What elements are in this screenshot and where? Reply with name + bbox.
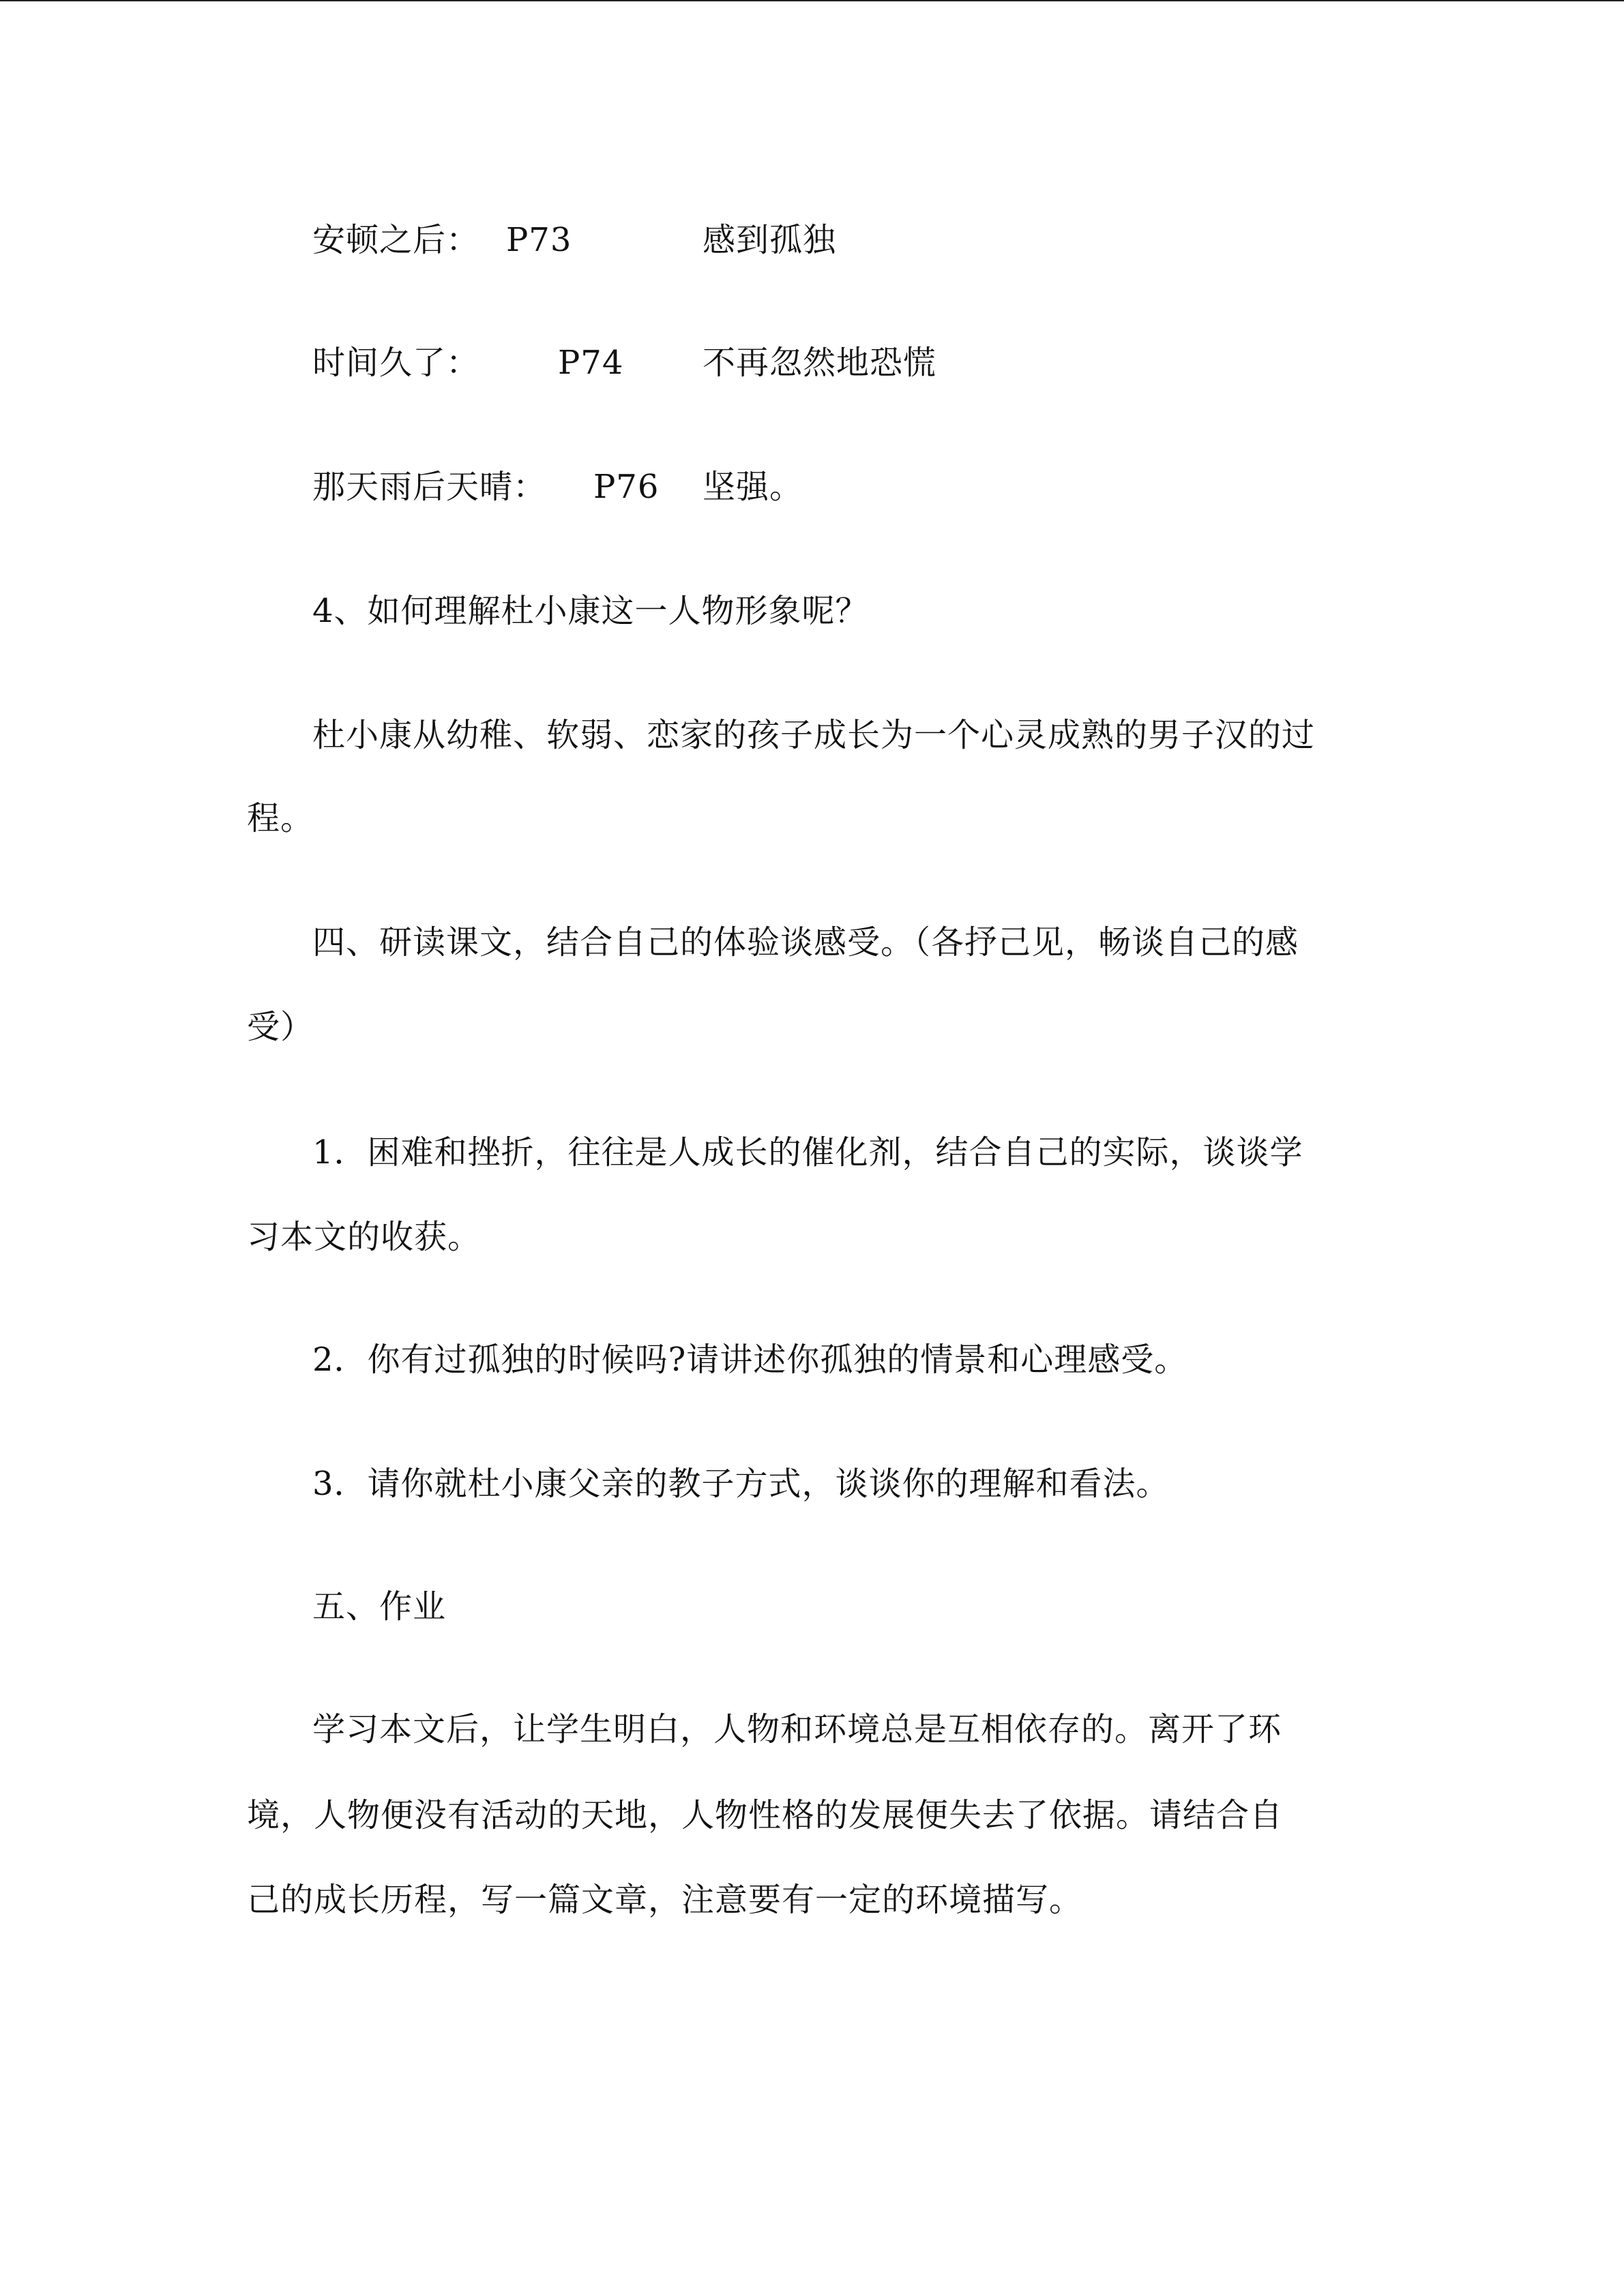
- stage-row-1-page: P73: [506, 221, 572, 259]
- stage-row-1-label: 安顿之后：: [312, 221, 480, 259]
- stage-row-3-label: 那天雨后天晴：: [312, 468, 547, 506]
- section-5-paragraph-line-1: 学习本文后，让学生明白，人物和环境总是互相依存的。离开了环: [312, 1710, 1282, 1748]
- section-4-heading-line-1: 四、研读课文，结合自己的体验谈感受。（各抒己见，畅谈自己的感: [312, 923, 1299, 961]
- question-4-answer-line-1: 杜小康从幼稚、软弱、恋家的孩子成长为一个心灵成熟的男子汉的过: [312, 716, 1316, 754]
- section-4-item-1-line-2: 习本文的收获。: [247, 1218, 482, 1256]
- question-4: 4、如何理解杜小康这一人物形象呢？: [312, 592, 869, 630]
- stage-row-2-page: P74: [558, 344, 624, 382]
- section-4-item-1-line-1: 1．困难和挫折，往往是人成长的催化剂，结合自己的实际，谈谈学: [312, 1133, 1303, 1172]
- stage-row-2-label: 时间久了：: [312, 344, 480, 382]
- question-4-answer-line-2: 程。: [247, 799, 314, 837]
- section-5-paragraph-line-2: 境，人物便没有活动的天地，人物性格的发展便失去了依据。请结合自: [247, 1796, 1284, 1834]
- section-5-paragraph-line-3: 己的成长历程，写一篇文章，注意要有一定的环境描写。: [247, 1881, 1083, 1919]
- stage-row-3-feeling: 坚强。: [703, 468, 803, 506]
- section-4-item-2: 2．你有过孤独的时候吗?请讲述你孤独的情景和心理感受。: [312, 1341, 1188, 1379]
- stage-row-3-page: P76: [593, 468, 660, 506]
- section-4-heading-line-2: 受）: [247, 1008, 314, 1046]
- stage-row-2-feeling: 不再忽然地恐慌: [703, 344, 937, 382]
- stage-row-1-feeling: 感到孤独: [703, 221, 837, 259]
- section-5-heading: 五、作业: [312, 1587, 447, 1626]
- section-4-item-3: 3．请你就杜小康父亲的教子方式，谈谈你的理解和看法。: [312, 1465, 1170, 1503]
